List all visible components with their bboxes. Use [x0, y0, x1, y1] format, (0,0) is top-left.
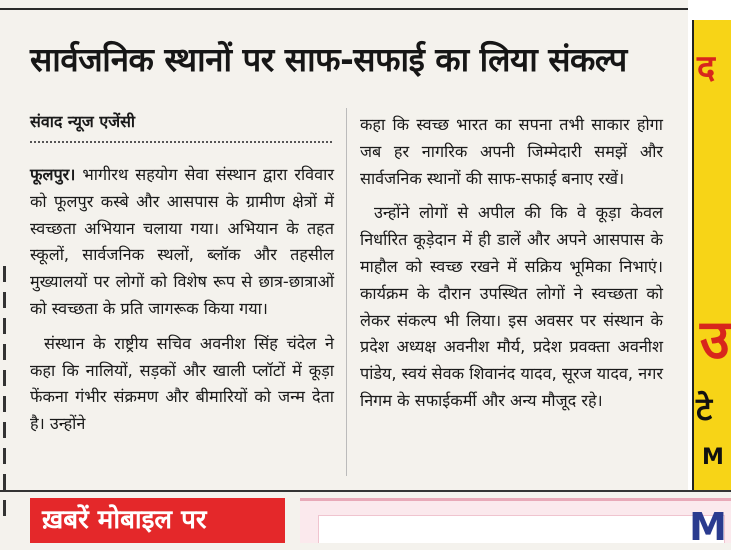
paragraph-4: उन्होंने लोगों से अपील की कि वे कूड़ा केवल निर्धारित कूड़ेदान में ही डालें और अपने आसपास के माहौल को स्वच्छ रखने में सक्रिय भूमिका निभाएं। कार्यक्रम के दौरान उपस्थित लोगों ने स्वच्छता को लेकर संकल्प भी लिया। इस अवसर पर संस्थान के प्रदेश अध्यक्ष अवनीश मौर्य, प्रदेश प्रवक्ता अवनीश पांडेय, स्वयं सेवक शिवानंद यादव, सूरज यादव, नगर निगम के सफाईकर्मी और अन्य मौजूद रहे।	[360, 203, 663, 410]
lead-text: भागीरथ सहयोग सेवा संस्थान द्वारा रविवार को फूलपुर कस्बे और आसपास के ग्रामीण क्षेत्रों में स्वच्छता अभियान चलाया गया। अभियान के तहत स्कूलों, सार्वजनिक स्थलों, ब्लॉक और तहसील मुख्यालयों पर लोगों को विशेष रूप से छात्र-छात्राओं को स्वच्छता के प्रति जागरूक किया गया।	[30, 165, 334, 318]
column-divider	[346, 108, 347, 476]
right-ad-text-4: M	[702, 445, 724, 470]
article-column-1	[30, 162, 334, 438]
article-column-2	[360, 112, 663, 415]
left-edge-marks	[0, 260, 8, 550]
right-ad-text-3: टे	[696, 390, 713, 428]
lead-paragraph	[30, 162, 334, 323]
top-rule	[0, 8, 690, 10]
paragraph-2: संस्थान के राष्ट्रीय सचिव अवनीश सिंह चंदेल ने कहा कि नालियों, सड़कों और खाली प्लॉटों में कूड़ा फेंकना गंभीर संक्रमण और बीमारियों को जन्म देता है। उन्होंने	[30, 333, 334, 434]
paragraph-3: कहा कि स्वच्छ भारत का सपना तभी साकार होगा जब हर नागरिक अपनी जिम्मेदारी समझें और सार्वजनिक स्थानों की साफ-सफाई बनाए रखें।	[360, 115, 663, 188]
mobile-news-promo-banner: ख़बरें मोबाइल पर	[30, 498, 285, 543]
headline: सार्वजनिक स्थानों पर साफ-सफाई का लिया संकल्प	[30, 40, 627, 79]
byline: संवाद न्यूज एजेंसी	[30, 112, 136, 131]
bottom-advertisement	[300, 498, 731, 543]
right-advertisement	[688, 0, 731, 490]
bottom-ad-box	[318, 515, 725, 543]
right-ad-text-1: द	[697, 48, 716, 88]
bottom-ad-letter: M	[689, 505, 727, 543]
dateline: फूलपुर।	[30, 165, 76, 184]
bottom-rule	[0, 490, 731, 492]
right-ad-text-2: उ	[700, 308, 730, 371]
byline-divider	[30, 141, 332, 143]
